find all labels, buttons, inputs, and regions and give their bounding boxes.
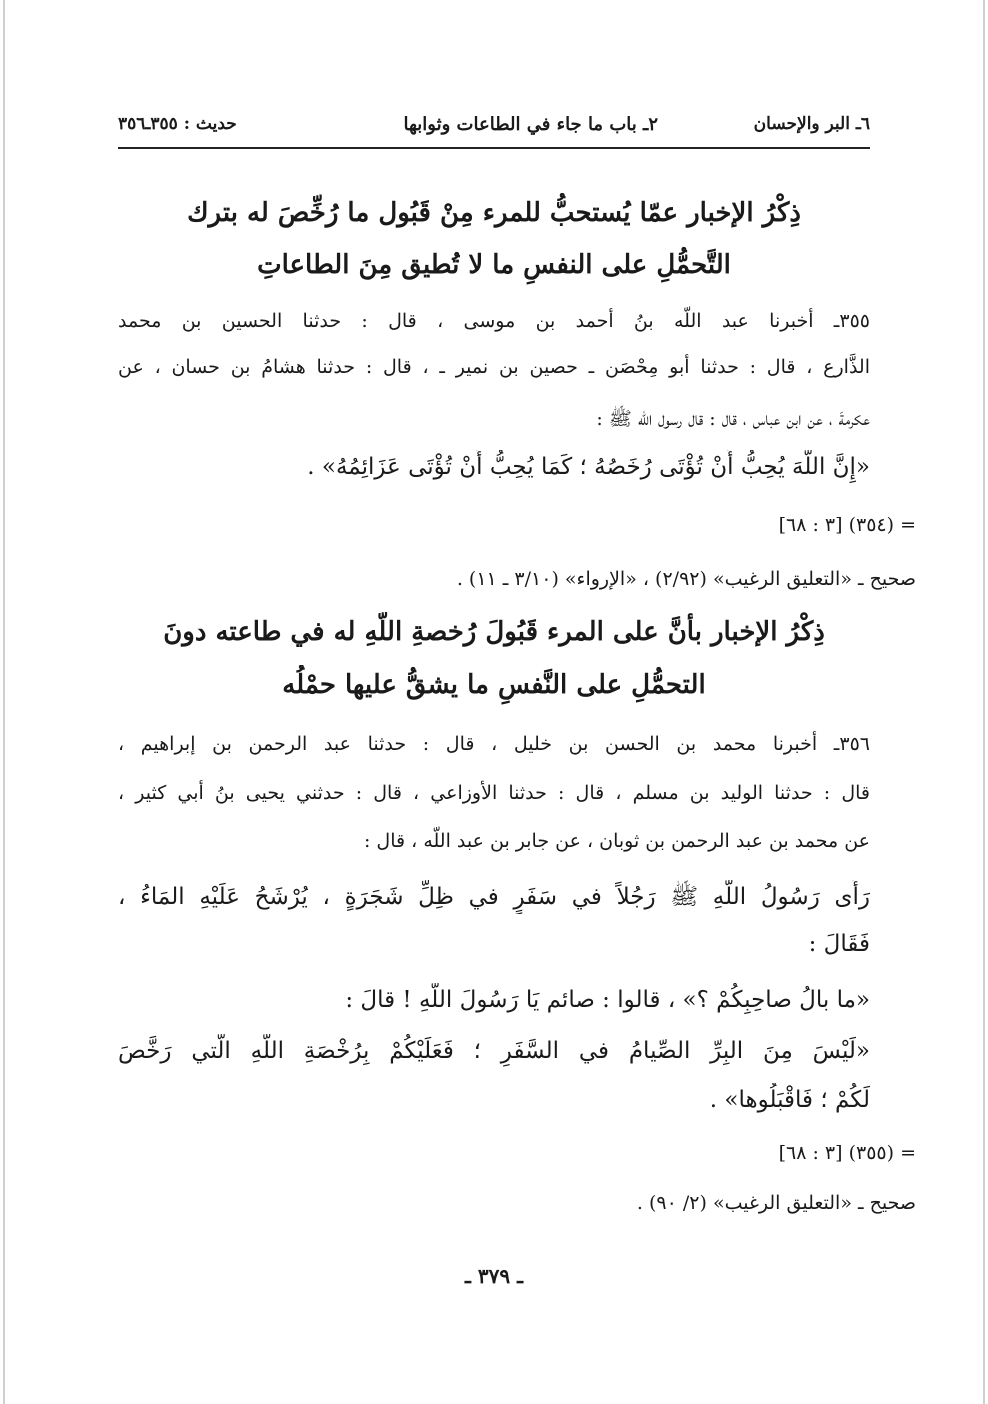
hadith-grading: صحيح ـ «التعليق الرغيب» (٢/ ٩٠) . <box>636 1192 916 1214</box>
hadith-text-line: رَأَى رَسُولُ اللّهِ ﷺ رَجُلاً في سَفَرٍ في ظِلِّ شَجَرَةٍ ، يُرْشَحُ عَلَيْهِ المَاءُ ، <box>118 884 870 910</box>
chapter-heading-line: التحمُّلِ على النَّفسِ ما يشقُّ عليها حمْلُه <box>282 670 706 700</box>
hadith-text-line: لَكُمْ ؛ فَاقْبَلُوها» . <box>709 1087 870 1113</box>
hadith-isnad-line: ٣٥٥ـ أخبرنا عبد اللّه بنُ أحمد بن موسى ، قال : حدثنا الحسين بن محمد <box>118 310 870 332</box>
header-section: ٢ـ باب ما جاء في الطاعات وثوابها <box>403 114 658 135</box>
hadith-text-line: فَقَالَ : <box>808 931 870 957</box>
hadith-isnad-line: الذَّارع ، قال : حدثنا أبو مِحْصَن ـ حصين بن نمير ـ ، قال : حدثنا هشامُ بن حسان ، عن <box>118 356 870 378</box>
hadith-text-line: «ما بالُ صاحِبِكُمْ ؟» ، قالوا : صائم يَا رَسُولَ اللّهِ ! قالَ : <box>345 987 870 1013</box>
chapter-heading-line: التَّحمُّلِ على النفسِ ما لا تُطيق مِنَ الطاعاتِ <box>257 250 731 280</box>
chapter-heading-line: ذِكْرُ الإخبار بأنَّ على المرء قَبُولَ رُخصةِ اللّهِ له في طاعته دونَ <box>163 617 825 647</box>
page-number: ـ ٣٧٩ ـ <box>465 1264 523 1288</box>
running-header <box>118 114 870 150</box>
hadith-isnad-line: عكرمةَ ، عن ابن عباس ، قال : قال رسول اللّه ﷺ : <box>596 408 870 430</box>
hadith-cross-reference: = (٣٥٥) [٣ : ٦٨] <box>778 1142 916 1164</box>
header-chapter: ٦ـ البر والإحسان <box>753 114 870 134</box>
hadith-grading: صحيح ـ «التعليق الرغيب» (٢/٩٢) ، «الإرواء» (٣/١٠ ـ ١١) . <box>456 568 916 590</box>
hadith-isnad-line: ٣٥٦ـ أخبرنا محمد بن الحسن بن خليل ، قال : حدثنا عبد الرحمن بن إبراهيم ، <box>118 733 870 755</box>
header-hadith-range: حديث : ٣٥٥ـ٣٥٦ <box>118 114 237 134</box>
hadith-cross-reference: = (٣٥٤) [٣ : ٦٨] <box>778 514 916 536</box>
hadith-isnad-line: قال : حدثنا الوليد بن مسلم ، قال : حدثنا الأوزاعي ، قال : حدثني يحيى بنُ أبي كثير ، <box>118 782 870 804</box>
hadith-text-line: «إِنَّ اللّهَ يُحِبُّ أَنْ تُؤْتَى رُخَصُهُ ؛ كَمَا يُحِبُّ أَنْ تُؤْتَى عَزَائِمُهُ» . <box>307 454 870 480</box>
scan-edge-right <box>983 0 985 1404</box>
header-divider <box>118 147 870 149</box>
scan-edge-left <box>3 0 5 1404</box>
hadith-text-line: «لَيْسَ مِنَ البِرِّ الصِّيامُ في السَّفَرِ ؛ فَعَلَيْكُمْ بِرُخْصَةِ اللّهِ الَّتي رَخَّصَ <box>118 1038 870 1064</box>
hadith-isnad-line: عن محمد بن عبد الرحمن بن ثوبان ، عن جابر بن عبد اللّه ، قال : <box>363 830 870 852</box>
chapter-heading-line: ذِكْرُ الإخبار عمّا يُستحبُّ للمرء مِنْ قَبُول ما رُخِّصَ له بترك <box>187 198 801 228</box>
